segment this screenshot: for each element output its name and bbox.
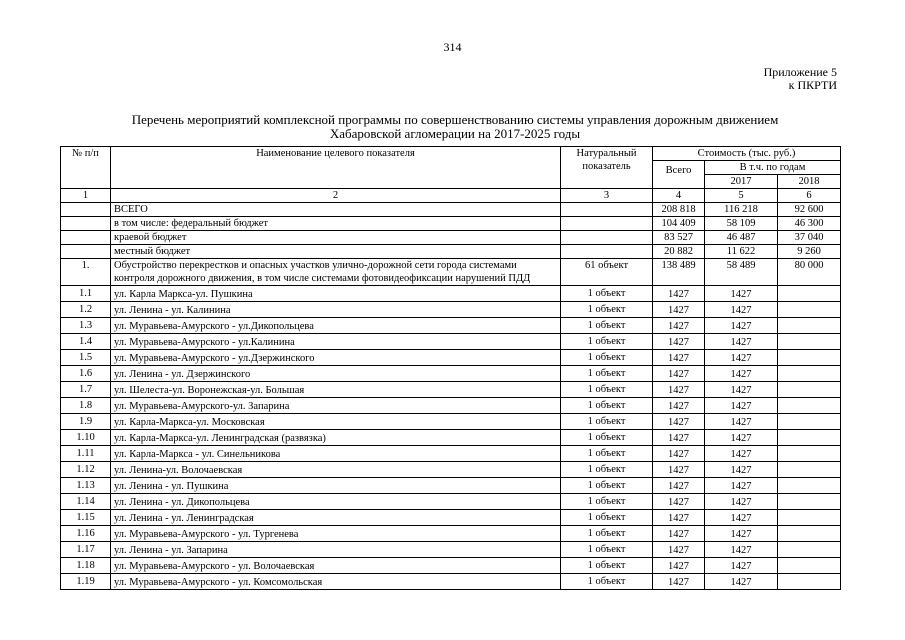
table-row <box>61 318 841 334</box>
row-natural: 1 объект <box>561 302 653 318</box>
page-number: 314 <box>443 40 462 54</box>
row-num: 1.16 <box>61 526 111 542</box>
row-num: 1.9 <box>61 414 111 430</box>
table-row <box>61 558 841 574</box>
row-name: ул. Ленина - ул. Запарина <box>111 542 561 558</box>
summary-name: местный бюджет <box>111 245 561 259</box>
row-num: 1.12 <box>61 462 111 478</box>
col-number-4: 4 <box>653 189 705 203</box>
row-2018 <box>778 494 841 510</box>
col-number-5: 5 <box>705 189 778 203</box>
summary-natural <box>561 217 653 231</box>
summary-2017: 58 109 <box>705 217 778 231</box>
summary-2017: 116 218 <box>705 203 778 217</box>
row-total: 1427 <box>653 366 705 382</box>
header-name: Наименование целевого показателя <box>111 147 561 189</box>
row-natural: 1 объект <box>561 446 653 462</box>
table-row <box>61 542 841 558</box>
row-name: ул. Муравьева-Амурского - ул.Дикопольцева <box>111 318 561 334</box>
table-row <box>61 510 841 526</box>
row-natural: 1 объект <box>561 542 653 558</box>
row-2018 <box>778 286 841 302</box>
summary-2018: 46 300 <box>778 217 841 231</box>
row-2018 <box>778 382 841 398</box>
row-total: 1427 <box>653 446 705 462</box>
table-row <box>61 334 841 350</box>
summary-row <box>61 231 841 245</box>
row-name: ул. Ленина - ул. Калинина <box>111 302 561 318</box>
summary-num <box>61 231 111 245</box>
table-row <box>61 382 841 398</box>
row-total: 1427 <box>653 286 705 302</box>
row-natural: 1 объект <box>561 366 653 382</box>
row-2018 <box>778 334 841 350</box>
row-total: 1427 <box>653 478 705 494</box>
row-name: ул. Ленина-ул. Волочаевская <box>111 462 561 478</box>
row-natural: 1 объект <box>561 462 653 478</box>
row-name: ул. Карла-Маркса-ул. Московская <box>111 414 561 430</box>
col-number-2: 2 <box>111 189 561 203</box>
row-2017: 1427 <box>705 302 778 318</box>
row-2018 <box>778 526 841 542</box>
row-2018 <box>778 446 841 462</box>
row-2018 <box>778 510 841 526</box>
row-2018 <box>778 350 841 366</box>
row-natural: 1 объект <box>561 494 653 510</box>
column-number-row <box>61 189 841 203</box>
row-natural: 1 объект <box>561 286 653 302</box>
row-num: 1.17 <box>61 542 111 558</box>
row-natural: 1 объект <box>561 334 653 350</box>
row-natural: 1 объект <box>561 398 653 414</box>
table-row <box>61 350 841 366</box>
header-natural: Натуральный показатель <box>561 147 653 189</box>
row-num: 1.10 <box>61 430 111 446</box>
measure-total: 138 489 <box>653 259 705 286</box>
table-row <box>61 414 841 430</box>
row-natural: 1 объект <box>561 478 653 494</box>
summary-2017: 11 622 <box>705 245 778 259</box>
row-name: ул. Муравьева-Амурского - ул. Волочаевская <box>111 558 561 574</box>
row-name: ул. Муравьева-Амурского-ул. Запарина <box>111 398 561 414</box>
row-natural: 1 объект <box>561 510 653 526</box>
row-2018 <box>778 574 841 590</box>
header-2017: 2017 <box>705 175 778 189</box>
row-num: 1.18 <box>61 558 111 574</box>
row-natural: 1 объект <box>561 350 653 366</box>
row-2018 <box>778 318 841 334</box>
summary-natural <box>561 203 653 217</box>
summary-row <box>61 217 841 231</box>
row-num: 1.7 <box>61 382 111 398</box>
col-number-6: 6 <box>778 189 841 203</box>
row-total: 1427 <box>653 414 705 430</box>
row-total: 1427 <box>653 526 705 542</box>
measures-table <box>60 146 841 590</box>
row-name: ул. Карла Маркса-ул. Пушкина <box>111 286 561 302</box>
row-2017: 1427 <box>705 542 778 558</box>
row-2017: 1427 <box>705 526 778 542</box>
document-title <box>60 113 850 141</box>
row-num: 1.2 <box>61 302 111 318</box>
row-2018 <box>778 478 841 494</box>
row-num: 1.13 <box>61 478 111 494</box>
row-name: ул. Карла-Маркса-ул. Ленинградская (развязка) <box>111 430 561 446</box>
summary-name: краевой бюджет <box>111 231 561 245</box>
col-number-3: 3 <box>561 189 653 203</box>
table-row <box>61 398 841 414</box>
row-num: 1.5 <box>61 350 111 366</box>
header-num: № п/п <box>61 147 111 189</box>
col-number-1: 1 <box>61 189 111 203</box>
row-total: 1427 <box>653 334 705 350</box>
table-row <box>61 366 841 382</box>
table-row <box>61 302 841 318</box>
row-2017: 1427 <box>705 334 778 350</box>
row-name: ул. Муравьева-Амурского - ул.Дзержинского <box>111 350 561 366</box>
summary-num <box>61 245 111 259</box>
row-name: ул. Ленина - ул. Пушкина <box>111 478 561 494</box>
header-cost: Стоимость (тыс. руб.) <box>653 147 841 161</box>
row-natural: 1 объект <box>561 526 653 542</box>
row-name: ул. Шелеста-ул. Воронежская-ул. Большая <box>111 382 561 398</box>
row-2017: 1427 <box>705 478 778 494</box>
summary-total: 104 409 <box>653 217 705 231</box>
row-natural: 1 объект <box>561 414 653 430</box>
row-total: 1427 <box>653 430 705 446</box>
row-name: ул. Ленина - ул. Дикопольцева <box>111 494 561 510</box>
row-total: 1427 <box>653 302 705 318</box>
summary-natural <box>561 231 653 245</box>
table-row <box>61 430 841 446</box>
row-natural: 1 объект <box>561 558 653 574</box>
row-2017: 1427 <box>705 574 778 590</box>
summary-num <box>61 203 111 217</box>
row-total: 1427 <box>653 462 705 478</box>
row-name: ул. Муравьева-Амурского - ул.Калинина <box>111 334 561 350</box>
table-row <box>61 494 841 510</box>
row-num: 1.14 <box>61 494 111 510</box>
measure-row <box>61 259 841 286</box>
row-num: 1.11 <box>61 446 111 462</box>
document-title-line-1: Перечень мероприятий комплексной программы по совершенствованию системы управления дорожным движением <box>131 112 779 127</box>
table-row <box>61 526 841 542</box>
row-2017: 1427 <box>705 398 778 414</box>
header-2018: 2018 <box>778 175 841 189</box>
row-total: 1427 <box>653 542 705 558</box>
row-total: 1427 <box>653 382 705 398</box>
row-natural: 1 объект <box>561 318 653 334</box>
row-total: 1427 <box>653 398 705 414</box>
row-num: 1.8 <box>61 398 111 414</box>
row-total: 1427 <box>653 494 705 510</box>
row-total: 1427 <box>653 350 705 366</box>
summary-name: ВСЕГО <box>111 203 561 217</box>
row-num: 1.3 <box>61 318 111 334</box>
table-row <box>61 286 841 302</box>
row-total: 1427 <box>653 574 705 590</box>
row-name: ул. Муравьева-Амурского - ул. Комсомольская <box>111 574 561 590</box>
row-name: ул. Муравьева-Амурского - ул. Тургенева <box>111 526 561 542</box>
appendix-label <box>764 66 837 92</box>
summary-total: 20 882 <box>653 245 705 259</box>
row-natural: 1 объект <box>561 574 653 590</box>
measure-num: 1. <box>61 259 111 286</box>
row-2018 <box>778 366 841 382</box>
row-2017: 1427 <box>705 462 778 478</box>
row-num: 1.1 <box>61 286 111 302</box>
summary-row <box>61 245 841 259</box>
summary-2018: 92 600 <box>778 203 841 217</box>
row-2017: 1427 <box>705 382 778 398</box>
table-row <box>61 574 841 590</box>
row-2017: 1427 <box>705 494 778 510</box>
row-2017: 1427 <box>705 446 778 462</box>
row-2018 <box>778 542 841 558</box>
row-natural: 1 объект <box>561 382 653 398</box>
summary-2018: 37 040 <box>778 231 841 245</box>
summary-total: 83 527 <box>653 231 705 245</box>
row-2018 <box>778 414 841 430</box>
row-2017: 1427 <box>705 558 778 574</box>
row-name: ул. Карла-Маркса - ул. Синельникова <box>111 446 561 462</box>
row-num: 1.15 <box>61 510 111 526</box>
row-2017: 1427 <box>705 430 778 446</box>
row-2018 <box>778 302 841 318</box>
table-row <box>61 462 841 478</box>
row-2018 <box>778 462 841 478</box>
row-2017: 1427 <box>705 286 778 302</box>
summary-2017: 46 487 <box>705 231 778 245</box>
row-2018 <box>778 398 841 414</box>
row-num: 1.19 <box>61 574 111 590</box>
row-2017: 1427 <box>705 414 778 430</box>
measure-natural: 61 объект <box>561 259 653 286</box>
header-by-years: В т.ч. по годам <box>705 161 841 175</box>
summary-2018: 9 260 <box>778 245 841 259</box>
table-row <box>61 446 841 462</box>
document-title-line-2: Хабаровской агломерации на 2017-2025 годы <box>329 126 581 141</box>
row-name: ул. Ленина - ул. Ленинградская <box>111 510 561 526</box>
row-natural: 1 объект <box>561 430 653 446</box>
summary-row <box>61 203 841 217</box>
header-row <box>61 147 841 161</box>
row-total: 1427 <box>653 510 705 526</box>
summary-name: в том числе: федеральный бюджет <box>111 217 561 231</box>
row-name: ул. Ленина - ул. Дзержинского <box>111 366 561 382</box>
measure-name: Обустройство перекрестков и опасных участков улично-дорожной сети города системами контроля дорожного движения, в том числе системами фотовидеофиксации нарушений ПДД <box>111 259 561 286</box>
summary-total: 208 818 <box>653 203 705 217</box>
appendix-line-2: к ПКРТИ <box>788 78 837 92</box>
row-2017: 1427 <box>705 318 778 334</box>
row-2018 <box>778 558 841 574</box>
row-2017: 1427 <box>705 366 778 382</box>
measure-2018: 80 000 <box>778 259 841 286</box>
summary-num <box>61 217 111 231</box>
summary-natural <box>561 245 653 259</box>
measure-2017: 58 489 <box>705 259 778 286</box>
header-total: Всего <box>653 161 705 189</box>
appendix-line-1: Приложение 5 <box>763 65 837 79</box>
row-num: 1.6 <box>61 366 111 382</box>
table-row <box>61 478 841 494</box>
row-2018 <box>778 430 841 446</box>
row-total: 1427 <box>653 318 705 334</box>
row-num: 1.4 <box>61 334 111 350</box>
row-2017: 1427 <box>705 510 778 526</box>
row-total: 1427 <box>653 558 705 574</box>
row-2017: 1427 <box>705 350 778 366</box>
